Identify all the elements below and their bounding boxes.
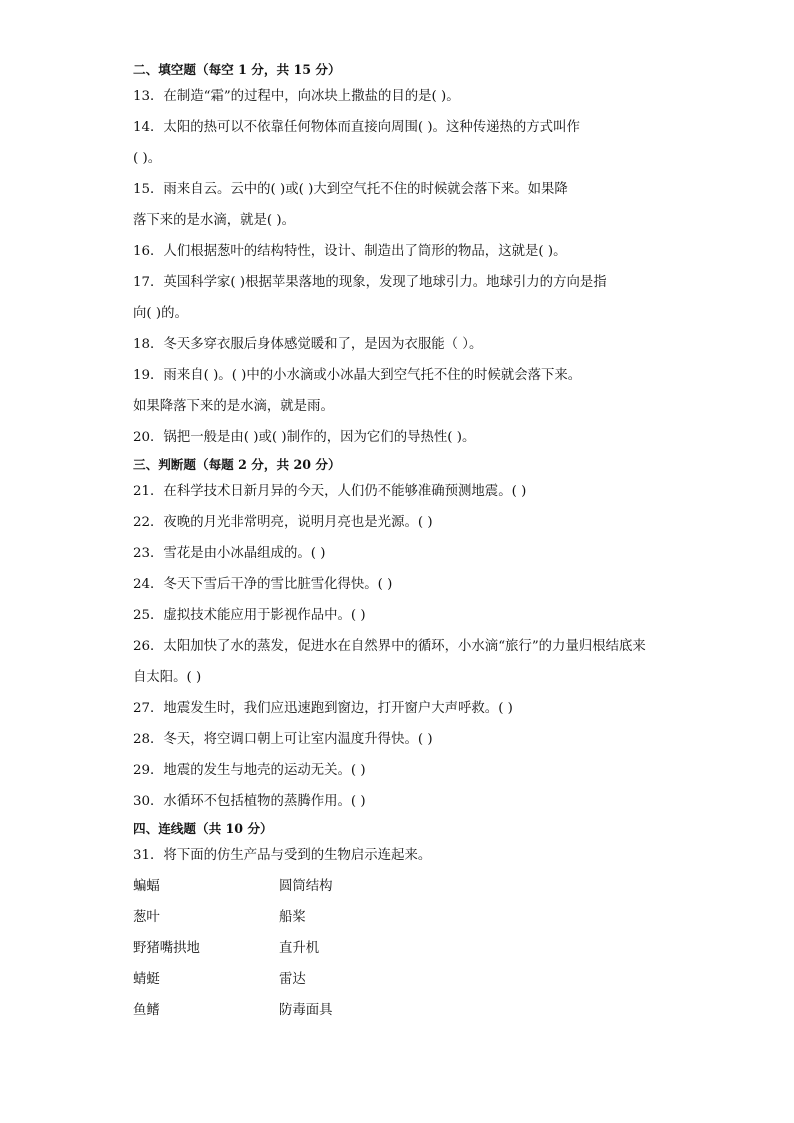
question-26-line-1: 26．太阳加快了水的蒸发，促进水在自然界中的循环，小水滴“旅行”的力量归根结底来 — [133, 639, 646, 654]
match-left-item: 鱼鳍 — [133, 1003, 160, 1018]
question-15-line-1: 15．雨来自云。云中的( )或( )大到空气托不住的时候就会落下来。如果降 — [133, 182, 568, 197]
section-heading-matching: 四、连线题（共 10 分） — [133, 821, 273, 836]
match-left-item: 野猪嘴拱地 — [133, 941, 200, 956]
section-heading-fill-in: 二、填空题（每空 1 分，共 15 分） — [133, 62, 341, 77]
question-19-line-2: 如果降落下来的是水滴，就是雨。 — [133, 399, 334, 414]
question-20: 20．锅把一般是由( )或( )制作的，因为它们的导热性( )。 — [133, 430, 476, 445]
section-heading-true-false: 三、判断题（每题 2 分，共 20 分） — [133, 457, 341, 472]
question-30: 30．水循环不包括植物的蒸腾作用。( ) — [133, 794, 366, 809]
match-right-item: 圆筒结构 — [279, 879, 333, 894]
question-29: 29．地震的发生与地壳的运动无关。( ) — [133, 763, 366, 778]
question-22: 22．夜晚的月光非常明亮，说明月亮也是光源。( ) — [133, 515, 433, 530]
match-right-item: 直升机 — [279, 941, 320, 956]
question-27: 27．地震发生时，我们应迅速跑到窗边，打开窗户大声呼救。( ) — [133, 701, 513, 716]
question-17-line-1: 17．英国科学家( )根据苹果落地的现象，发现了地球引力。地球引力的方向是指 — [133, 275, 607, 290]
match-left-item: 蝙蝠 — [133, 879, 160, 894]
question-16: 16．人们根据葱叶的结构特性，设计、制造出了筒形的物品，这就是( )。 — [133, 244, 567, 259]
question-25: 25．虚拟技术能应用于影视作品中。( ) — [133, 608, 366, 623]
question-14-line-1: 14．太阳的热可以不依靠任何物体而直接向周围( )。这种传递热的方式叫作 — [133, 120, 580, 135]
question-21: 21．在科学技术日新月异的今天，人们仍不能够准确预测地震。( ) — [133, 484, 527, 499]
question-14-line-2: ( )。 — [133, 151, 162, 166]
question-23: 23．雪花是由小冰晶组成的。( ) — [133, 546, 326, 561]
match-right-item: 雷达 — [279, 972, 306, 987]
question-18: 18．冬天多穿衣服后身体感觉暖和了，是因为衣服能（ ）。 — [133, 337, 483, 352]
match-right-item: 防毒面具 — [279, 1003, 333, 1018]
question-26-line-2: 自太阳。( ) — [133, 670, 202, 685]
question-28: 28．冬天，将空调口朝上可让室内温度升得快。( ) — [133, 732, 433, 747]
match-right-item: 船桨 — [279, 910, 306, 925]
question-17-line-2: 向( )的。 — [133, 306, 188, 321]
match-left-item: 葱叶 — [133, 910, 160, 925]
question-24: 24．冬天下雪后干净的雪比脏雪化得快。( ) — [133, 577, 393, 592]
question-19-line-1: 19．雨来自( )。( )中的小水滴或小冰晶大到空气托不住的时候就会落下来。 — [133, 368, 582, 383]
match-left-item: 蜻蜓 — [133, 972, 160, 987]
question-15-line-2: 落下来的是水滴，就是( )。 — [133, 213, 296, 228]
question-13: 13．在制造“霜”的过程中，向冰块上撒盐的目的是( )。 — [133, 89, 460, 104]
question-31: 31．将下面的仿生产品与受到的生物启示连起来。 — [133, 848, 432, 863]
